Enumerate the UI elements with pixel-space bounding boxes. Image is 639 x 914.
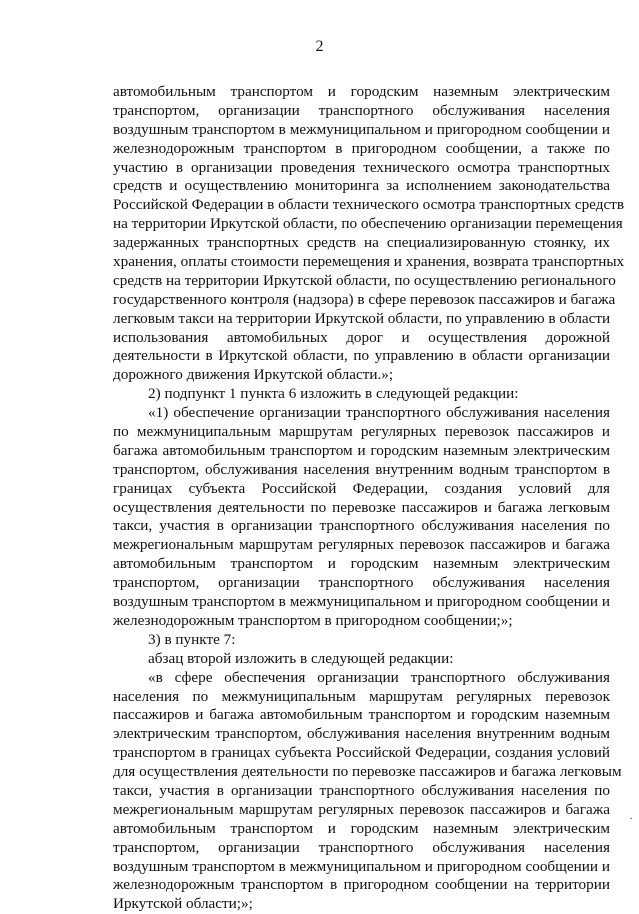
- text-line: 2) подпункт 1 пункта 6 изложить в следующей редакции:: [148, 385, 519, 403]
- text-line: такси, участия в организации транспортного обслуживания населения по: [113, 781, 610, 799]
- text-line: легковым такси на территории Иркутской области, по управлению в области: [113, 309, 611, 327]
- text-line: осуществления деятельности по перевозке пассажиров и багажа легковым: [113, 498, 610, 516]
- text-line: государственного контроля (надзора) в сфере перевозок пассажиров и багажа: [113, 290, 616, 308]
- text-line: границах субъекта Российской Федерации, создания условий для: [113, 479, 610, 497]
- text-line: Иркутской области;»;: [113, 895, 253, 913]
- text-line: хранения, оплаты стоимости перемещения и хранения, возврата транспортных: [113, 253, 625, 271]
- text-line: средств и осуществлению мониторинга за исполнением законодательства: [113, 177, 610, 195]
- text-line: межрегиональным маршрутам регулярных перевозок пассажиров и багажа: [113, 800, 610, 818]
- text-line: пассажиров и багажа автомобильным транспортом и городским наземным: [113, 706, 610, 724]
- text-line: «в сфере обеспечения организации транспортного обслуживания: [148, 668, 610, 686]
- text-line: воздушным транспортом в межмуниципальном и пригородном сообщении и: [113, 593, 610, 611]
- text-line: 3) в пункте 7:: [148, 630, 236, 648]
- page-number: 2: [315, 38, 324, 55]
- text-line: электрическим транспортом, обслуживания населения внутренним водным: [113, 725, 610, 743]
- text-line: «1) обеспечение организации транспортного обслуживания населения: [148, 404, 610, 422]
- text-line: железнодорожным транспортом в пригородном сообщении на территории: [113, 876, 610, 894]
- text-line: населения по межмуниципальным маршрутам регулярных перевозок: [113, 687, 610, 705]
- text-line: воздушным транспортом в межмуниципальном и пригородном сообщении и: [113, 857, 610, 875]
- text-line: дорожного движения Иркутской области.»;: [113, 366, 394, 384]
- text-line: транспортом, организации транспортного обслуживания населения: [113, 101, 610, 119]
- text-line: Российской Федерации в области технического осмотра транспортных средств: [113, 196, 624, 214]
- text-line: такси, участия в организации транспортного обслуживания населения по: [113, 517, 610, 535]
- text-line: железнодорожным транспортом в пригородном сообщении;»;: [113, 611, 513, 629]
- margin-mark: ·: [629, 811, 633, 825]
- text-line: межрегиональным маршрутам регулярных перевозок пассажиров и багажа: [113, 536, 610, 554]
- text-line: использования автомобильных дорог и осуществления дорожной: [113, 328, 610, 346]
- text-line: автомобильным транспортом и городским наземным электрическим: [113, 819, 610, 837]
- text-line: на территории Иркутской области, по обеспечению организации перемещения: [113, 215, 623, 233]
- text-line: автомобильным транспортом и городским наземным электрическим: [113, 555, 610, 573]
- text-line: железнодорожным транспортом в пригородном сообщении, а также по: [113, 139, 610, 157]
- text-line: задержанных транспортных средств на специализированную стоянку, их: [113, 234, 610, 252]
- text-line: транспортом, организации транспортного обслуживания населения: [113, 574, 610, 592]
- text-line: транспортом, обслуживания населения внутренним водным транспортом в: [113, 460, 610, 478]
- text-line: по межмуниципальным маршрутам регулярных перевозок пассажиров и: [113, 423, 610, 441]
- document-body: [113, 83, 625, 914]
- text-line: участию в организации проведения технического осмотра транспортных: [113, 158, 610, 176]
- text-line: автомобильным транспортом и городским наземным электрическим: [113, 83, 610, 100]
- text-line: воздушным транспортом в межмуниципальном и пригородном сообщении и: [113, 120, 610, 138]
- text-line: транспортом в границах субъекта Российской Федерации, создания условий: [113, 744, 610, 762]
- text-line: абзац второй изложить в следующей редакции:: [148, 649, 454, 667]
- text-line: средств на территории Иркутской области, по осуществлению регионального: [113, 271, 616, 289]
- text-line: транспортом, организации транспортного обслуживания населения: [113, 838, 610, 856]
- text-line: багажа автомобильным транспортом и городским наземным электрическим: [113, 441, 610, 459]
- text-line: деятельности в Иркутской области, по управлению в области организации: [113, 347, 610, 365]
- text-line: для осуществления деятельности по перевозке пассажиров и багажа легковым: [113, 763, 622, 781]
